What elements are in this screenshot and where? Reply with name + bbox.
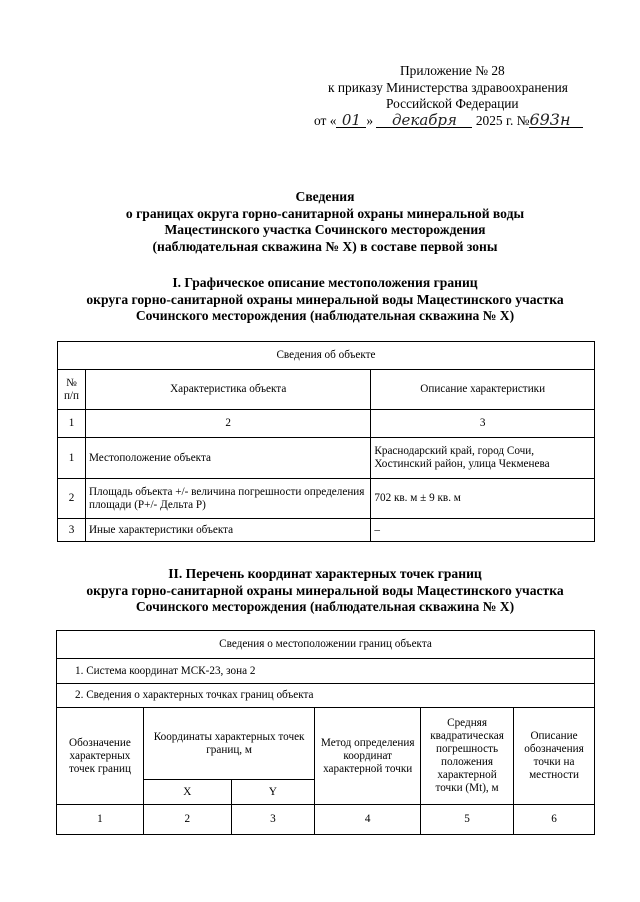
section-2-line-1: II. Перечень координат характерных точек границ bbox=[168, 566, 482, 581]
table1-header-characteristic: Характеристика объекта bbox=[85, 370, 370, 410]
table2-colnum: 3 bbox=[231, 805, 315, 835]
date-day: 01 bbox=[336, 113, 366, 128]
table2-caption: Сведения о местоположении границ объекта bbox=[57, 631, 595, 659]
date-mid: » bbox=[366, 112, 374, 128]
table1-header-description: Описание характеристики bbox=[371, 370, 595, 410]
section-1-title bbox=[60, 275, 590, 325]
row-description: Краснодарский край, город Сочи, Хостинский район, улица Чекменева bbox=[371, 438, 595, 479]
date-year: 2025 г. № bbox=[475, 112, 530, 128]
row-description: 702 кв. м ± 9 кв. м bbox=[371, 479, 595, 519]
order-date-line bbox=[300, 109, 620, 130]
table1-colnum: 3 bbox=[371, 410, 595, 438]
federation-name: Российской Федерации bbox=[386, 96, 519, 111]
table1-caption: Сведения об объекте bbox=[58, 342, 595, 370]
section-1-line-2: округа горно-санитарной охраны минеральной воды Мацестинского участка bbox=[86, 291, 564, 307]
title-line-2: о границах округа горно-санитарной охраны минеральной воды bbox=[125, 205, 525, 221]
header-x: X bbox=[143, 780, 231, 805]
row-number: 3 bbox=[58, 519, 86, 542]
row-number: 2 bbox=[58, 479, 86, 519]
coordinate-system-row: 1. Система координат МСК-23, зона 2 bbox=[57, 659, 595, 684]
table1-colnum: 1 bbox=[58, 410, 86, 438]
document-title bbox=[60, 189, 590, 255]
table2-colnum: 4 bbox=[315, 805, 421, 835]
header-y: Y bbox=[231, 780, 315, 805]
date-month: декабря bbox=[376, 113, 472, 128]
table2-colnum: 2 bbox=[143, 805, 231, 835]
table2-colnum: 5 bbox=[421, 805, 514, 835]
section-2-title bbox=[60, 566, 590, 616]
title-line-3: Мацестинского участка Сочинского месторождения bbox=[164, 222, 486, 238]
table-row bbox=[58, 519, 595, 542]
row-description: – bbox=[371, 519, 595, 542]
section-2-line-2: округа горно-санитарной охраны минеральной воды Мацестинского участка bbox=[86, 582, 564, 598]
table2-colnum: 6 bbox=[514, 805, 595, 835]
header-description: Описание обозначения точки на местности bbox=[514, 708, 595, 805]
row-characteristic: Площадь объекта +/- величина погрешности определения площади (Р+/- Дельта Р) bbox=[85, 479, 370, 519]
title-line-4: (наблюдательная скважина № X) в составе первой зоны bbox=[152, 238, 498, 254]
section-1-line-3: Сочинского месторождения (наблюдательная скважина № X) bbox=[135, 308, 515, 324]
appendix-header bbox=[300, 63, 620, 129]
title-line-1: Сведения bbox=[295, 189, 355, 204]
table-row bbox=[58, 479, 595, 519]
order-reference: к приказу Министерства здравоохранения bbox=[328, 79, 568, 95]
row-number: 1 bbox=[58, 438, 86, 479]
object-info-table bbox=[57, 341, 595, 542]
date-prefix: от « bbox=[314, 112, 337, 128]
row-characteristic: Иные характеристики объекта bbox=[85, 519, 370, 542]
header-point-designation: Обозначение характерных точек границ bbox=[57, 708, 144, 805]
boundary-points-row: 2. Сведения о характерных точках границ объекта bbox=[57, 684, 595, 708]
section-2-line-3: Сочинского месторождения (наблюдательная скважина № X) bbox=[135, 599, 515, 615]
header-coordinates: Координаты характерных точек границ, м bbox=[143, 708, 314, 780]
header-method: Метод определения координат характерной точки bbox=[315, 708, 421, 805]
header-error: Средняя квадратическая погрешность положения характерной точки (Mt), м bbox=[421, 708, 514, 805]
row-characteristic: Местоположение объекта bbox=[85, 438, 370, 479]
coordinates-table bbox=[56, 630, 595, 835]
order-number: 693н bbox=[529, 113, 583, 128]
section-1-line-1: I. Графическое описание местоположения границ bbox=[172, 275, 478, 290]
table1-header-number: № п/п bbox=[58, 370, 86, 410]
table-row bbox=[58, 438, 595, 479]
table2-colnum: 1 bbox=[57, 805, 144, 835]
appendix-number: Приложение № 28 bbox=[400, 63, 505, 78]
table1-colnum: 2 bbox=[85, 410, 370, 438]
